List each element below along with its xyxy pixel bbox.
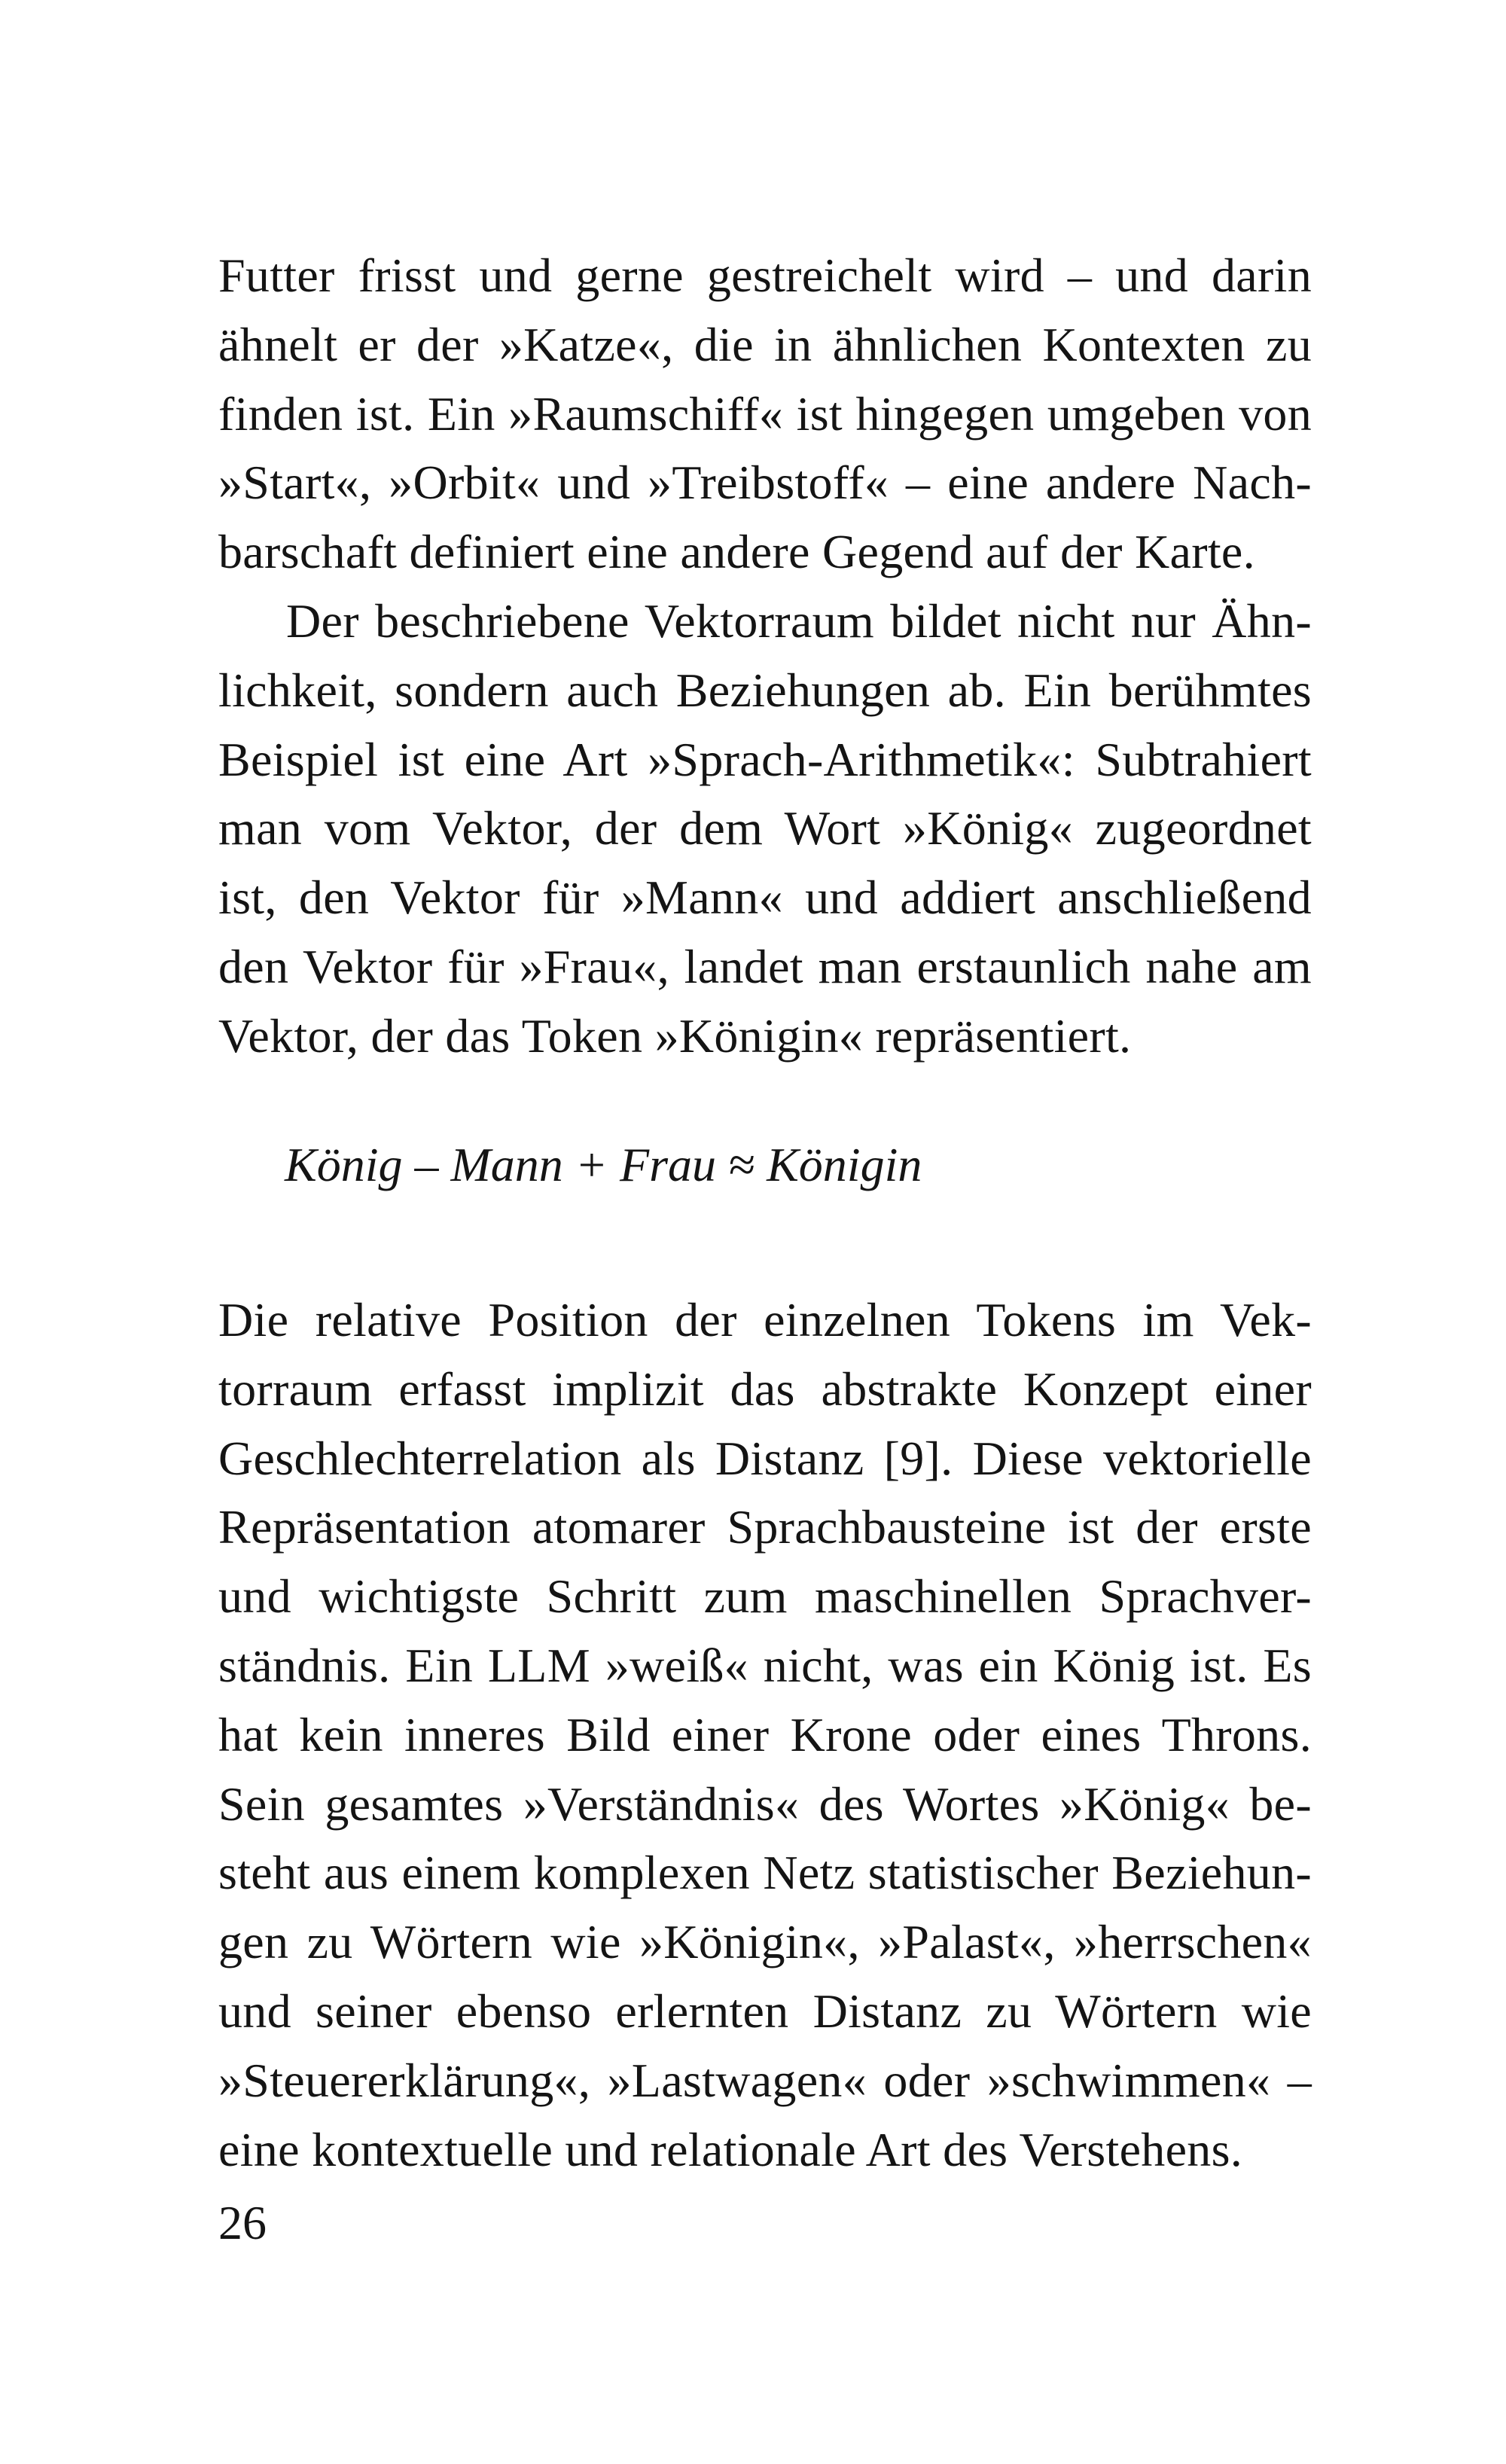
paragraph-2-line: ist, den Vektor für »Mann« und addiert anschließend (218, 871, 1312, 925)
paragraph-1-line: barschaft definiert eine andere Gegend auf der Karte. (218, 525, 1255, 579)
paragraph-3-line: hat kein inneres Bild einer Krone oder eines Throns. (218, 1707, 1312, 1761)
paragraph-3-line: eine kontextuelle und relationale Art des Verstehens. (218, 2122, 1243, 2176)
paragraph-3-line: Geschlechterrelation als Distanz [9]. Diese vektorielle (218, 1431, 1312, 1485)
page-number: 26 (218, 2196, 267, 2249)
paragraph-1-line: Futter frisst und gerne gestreichelt wird – und darin (218, 249, 1312, 302)
paragraph-3-line: »Steuererklärung«, »Lastwagen« oder »schwimmen« – (218, 2053, 1312, 2107)
paragraph-3-line: ständnis. Ein LLM »weiß« nicht, was ein König ist. Es (218, 1638, 1312, 1692)
paragraph-3-line: Repräsentation atomarer Sprachbausteine ist der erste (218, 1500, 1312, 1554)
paragraph-3-line: Die relative Position der einzelnen Tokens im Vek- (218, 1293, 1312, 1346)
vector-arithmetic-formula: König – Mann + Frau ≈ Königin (285, 1138, 922, 1191)
paragraph-2-line: lichkeit, sondern auch Beziehungen ab. Ein berühmtes (218, 663, 1312, 717)
paragraph-1-line: »Start«, »Orbit« und »Treibstoff« – eine andere Nach- (218, 456, 1312, 510)
paragraph-1-line: finden ist. Ein »Raumschiff« ist hingegen umgeben von (218, 386, 1312, 441)
paragraph-3-line: torraum erfasst implizit das abstrakte Konzept einer (218, 1362, 1312, 1416)
paragraph-2-line: den Vektor für »Frau«, landet man erstaunlich nahe am (218, 939, 1312, 993)
paragraph-3-line: und seiner ebenso erlernten Distanz zu Wörtern wie (218, 1984, 1312, 2038)
paragraph-2-line: man vom Vektor, der dem Wort »König« zugeordnet (218, 801, 1312, 855)
paragraph-3-line: und wichtigste Schritt zum maschinellen Sprachver- (218, 1569, 1312, 1624)
paragraph-2-line: Beispiel ist eine Art »Sprach-Arithmetik«: Subtrahiert (218, 732, 1312, 786)
paragraph-3-line: steht aus einem komplexen Netz statistischer Beziehun- (218, 1846, 1312, 1900)
body-text-upper (218, 241, 1312, 1071)
body-text-lower (218, 1285, 1312, 2184)
paragraph-1-line: ähnelt er der »Katze«, die in ähnlichen Kontexten zu (218, 317, 1312, 371)
paragraph-3-line: Sein gesamtes »Verständnis« des Wortes »König« be- (218, 1776, 1312, 1831)
paragraph-3-line: gen zu Wörtern wie »Königin«, »Palast«, »herrschen« (218, 1915, 1312, 1969)
paragraph-2-line: Vektor, der das Token »Königin« repräsentiert. (218, 1008, 1132, 1063)
paragraph-2-line: Der beschriebene Vektorraum bildet nicht nur Ähn- (286, 593, 1312, 648)
